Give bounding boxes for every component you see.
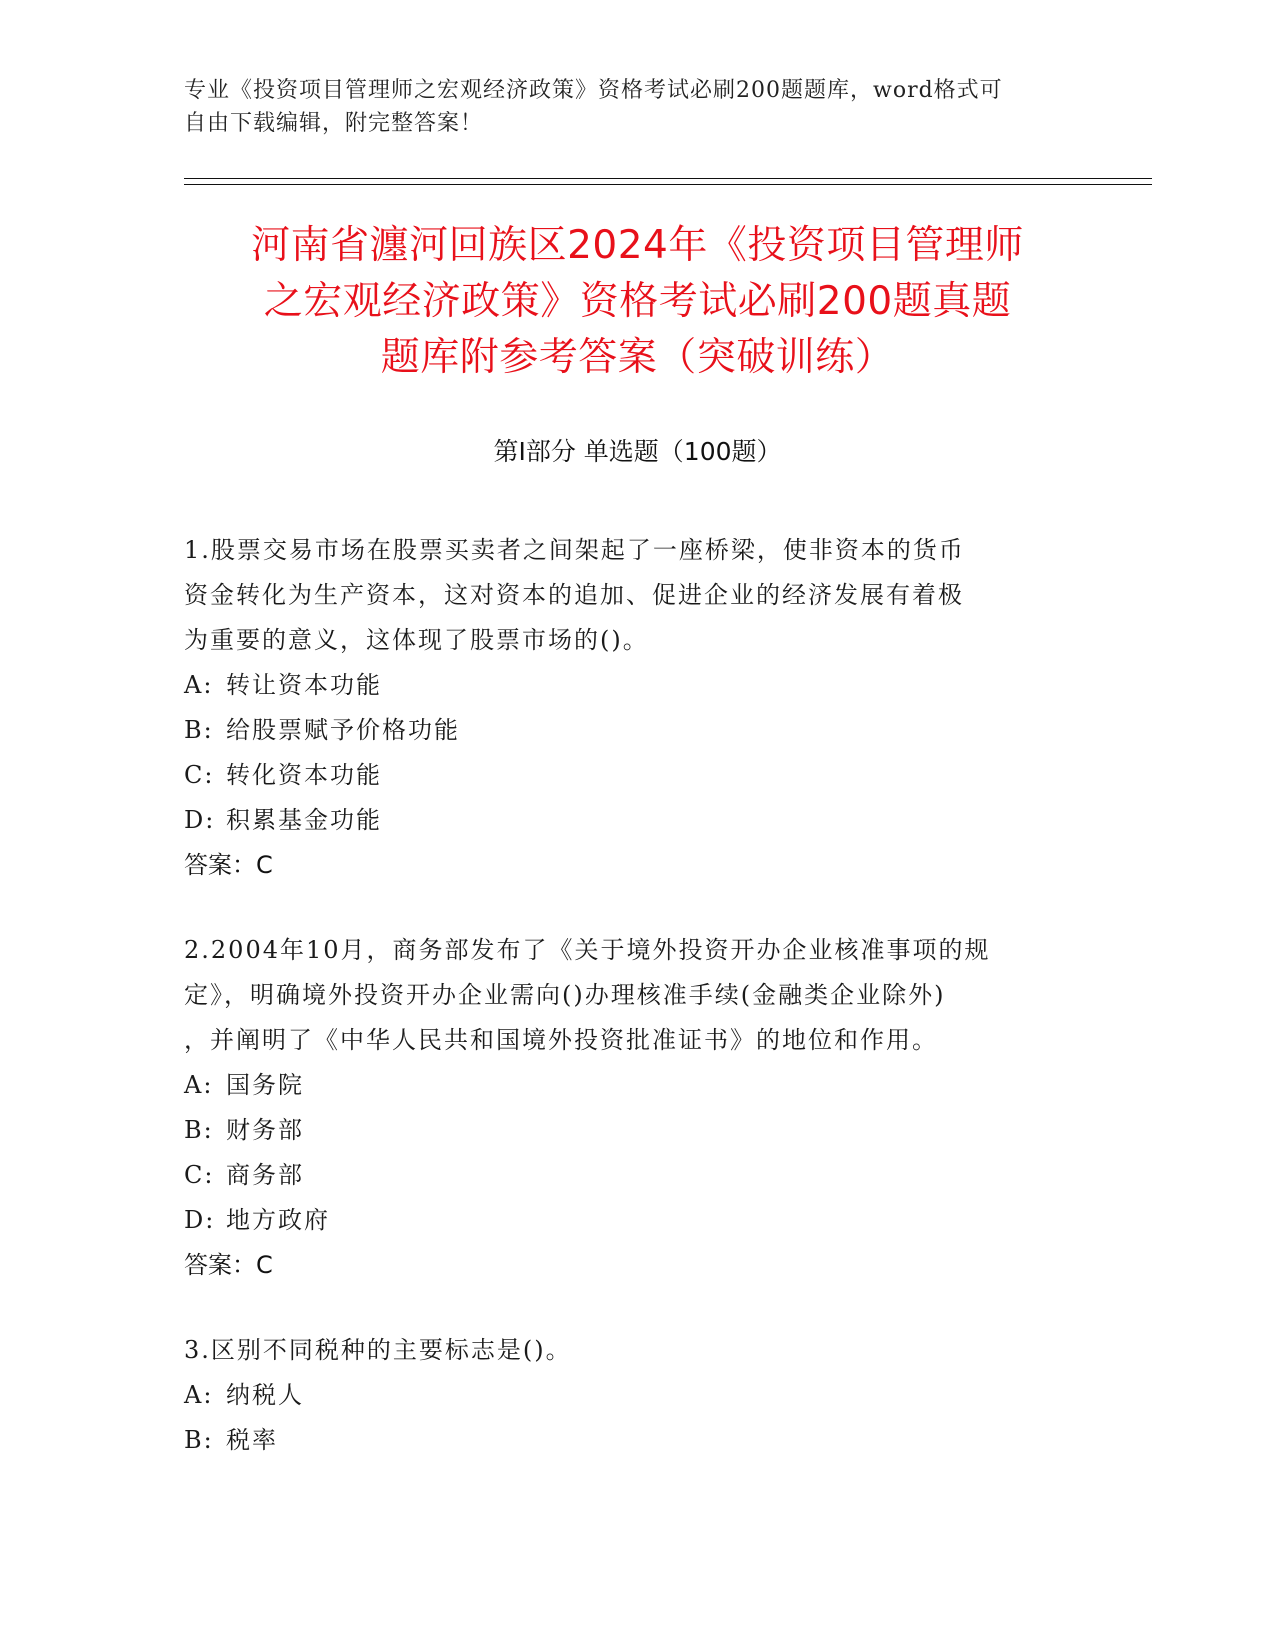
answer-option — [184, 663, 1074, 708]
option-key: B: — [184, 1426, 214, 1454]
question-stem — [184, 928, 1074, 1063]
option-text: 国务院 — [226, 1071, 304, 1099]
document-title-line: 题库附参考答案（突破训练） — [380, 335, 895, 380]
option-text: 商务部 — [226, 1161, 304, 1189]
section-title: 第Ⅰ部分 单选题（100题） — [493, 437, 782, 466]
question-stem-line: 1.股票交易市场在股票买卖者之间架起了一座桥梁，使非资本的货币 — [184, 536, 965, 564]
question-stem-line: 2.2004年10月，商务部发布了《关于境外投资开办企业核准事项的规 — [184, 936, 991, 964]
option-key: C: — [184, 761, 215, 789]
option-text: 纳税人 — [226, 1381, 304, 1409]
answer-option — [184, 753, 1074, 798]
option-text: 积累基金功能 — [226, 806, 382, 834]
header-divider — [184, 178, 1152, 179]
header-note-line: 自由下载编辑，附完整答案！ — [184, 111, 484, 136]
option-text: 税率 — [226, 1426, 278, 1454]
answer-option — [184, 708, 1074, 753]
correct-answer: 答案：C — [184, 851, 273, 879]
question-stem — [184, 1328, 1074, 1373]
answer-option — [184, 1373, 1074, 1418]
answer-option — [184, 1108, 1074, 1153]
answer-option — [184, 1418, 1074, 1463]
question-list — [184, 528, 1074, 1503]
answer-option — [184, 798, 1074, 843]
document-title — [150, 218, 1125, 386]
option-text: 转让资本功能 — [226, 671, 382, 699]
document-title-line: 河南省瀍河回族区2024年《投资项目管理师 — [251, 223, 1024, 268]
question-item — [184, 528, 1074, 888]
correct-answer: 答案：C — [184, 1251, 273, 1279]
question-stem-line: ，并阐明了《中华人民共和国境外投资批准证书》的地位和作用。 — [184, 1026, 938, 1054]
option-key: D: — [184, 806, 216, 834]
option-key: B: — [184, 1116, 214, 1144]
question-stem-line: 3.区别不同税种的主要标志是()。 — [184, 1336, 572, 1364]
document-title-line: 之宏观经济政策》资格考试必刷200题真题 — [263, 279, 1012, 324]
question-stem-line: 资金转化为生产资本，这对资本的追加、促进企业的经济发展有着极 — [184, 581, 964, 609]
option-text: 地方政府 — [226, 1206, 330, 1234]
header-note — [184, 74, 1064, 140]
option-key: A: — [184, 671, 214, 699]
option-key: D: — [184, 1206, 216, 1234]
question-item — [184, 1328, 1074, 1463]
header-divider — [184, 184, 1152, 185]
option-key: A: — [184, 1071, 214, 1099]
option-text: 财务部 — [226, 1116, 304, 1144]
option-key: C: — [184, 1161, 215, 1189]
question-item — [184, 928, 1074, 1288]
question-stem — [184, 528, 1074, 663]
question-stem-line: 定》，明确境外投资开办企业需向()办理核准手续(金融类企业除外) — [184, 981, 946, 1009]
question-stem-line: 为重要的意义，这体现了股票市场的()。 — [184, 626, 649, 654]
option-text: 给股票赋予价格功能 — [226, 716, 460, 744]
answer-option — [184, 1198, 1074, 1243]
option-key: A: — [184, 1381, 214, 1409]
header-note-line: 专业《投资项目管理师之宏观经济政策》资格考试必刷200题题库，word格式可 — [184, 78, 1003, 103]
option-key: B: — [184, 716, 214, 744]
option-text: 转化资本功能 — [226, 761, 382, 789]
answer-option — [184, 1153, 1074, 1198]
answer-option — [184, 1063, 1074, 1108]
